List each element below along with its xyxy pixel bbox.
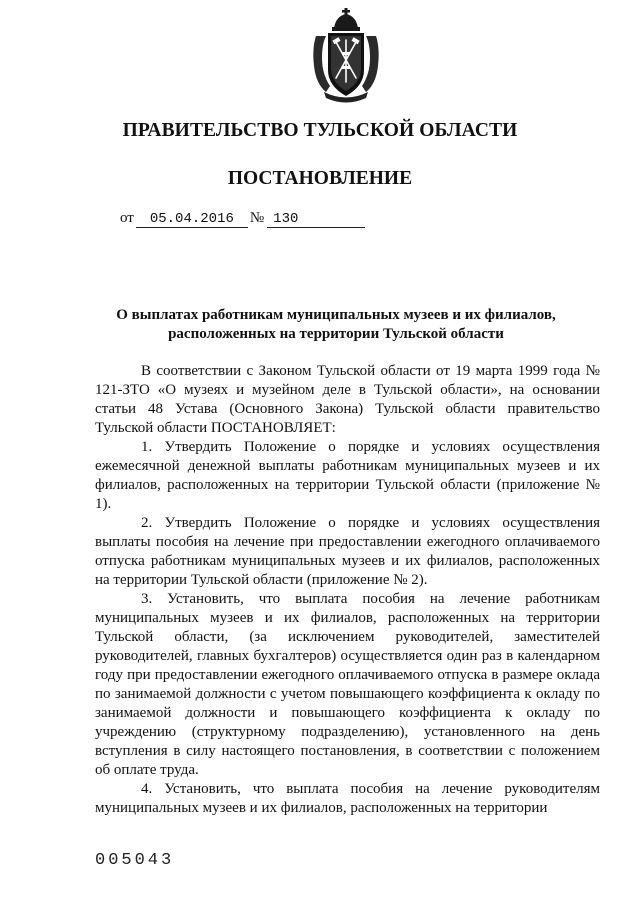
- document-body: [95, 362, 600, 818]
- date-prefix: от: [120, 210, 134, 226]
- document-meta: [120, 210, 365, 228]
- subject-line-2: расположенных на территории Тульской области: [168, 326, 504, 342]
- paragraph-preamble: В соответствии с Законом Тульской области от 19 марта 1999 года № 121-ЗТО «О музеях и музейном деле в Тульской области», на основании статьи 48 Устава (Основного Закона) Тульской области правительство Тульской области ПОСТАНОВЛЯЕТ:: [95, 363, 600, 436]
- subject-line-1: О выплатах работникам муниципальных музеев и их филиалов,: [116, 307, 556, 323]
- paragraph-item-3: 3. Установить, что выплата пособия на лечение работникам муниципальных музеев и их филиалов, расположенных на территории Тульской области, (за исключением руководителей, заместителей руководителей, главных бухгалтеров) осуществляется один раз в календарном году при предоставлении ежегодного оплачиваемого отпуска в размере оклада по занимаемой должности с учетом повышающего коэффициента к окладу по занимаемой должности и повышающего коэффициента к окладу по учреждению (структурному подразделению), установленного на день вступления в силу настоящего постановления, в соответствии с положением об оплате труда.: [95, 591, 600, 778]
- document-subject: [95, 306, 577, 344]
- paragraph-item-2: 2. Утвердить Положение о порядке и условиях осуществления выплаты пособия на лечение при предоставлении ежегодного оплачиваемого отпуска работникам муниципальных музеев и их филиалов, расположенных на территории Тульской области (приложение № 2).: [95, 515, 600, 588]
- document-type: ПОСТАНОВЛЕНИЕ: [227, 168, 413, 189]
- serial-number: 005043: [95, 851, 175, 870]
- government-title: ПРАВИТЕЛЬСТВО ТУЛЬСКОЙ ОБЛАСТИ: [122, 120, 518, 141]
- number-prefix: №: [249, 210, 265, 226]
- paragraph-item-4: 4. Установить, что выплата пособия на лечение руководителям муниципальных музеев и их филиалов, расположенных на территории: [95, 781, 600, 816]
- paragraph-item-1: 1. Утвердить Положение о порядке и условиях осуществления ежемесячной денежной выплаты работникам муниципальных музеев и их филиалов, расположенных на территории Тульской области (приложение № 1).: [95, 439, 600, 512]
- document-number: 130: [267, 212, 365, 228]
- document-date: 05.04.2016: [136, 212, 248, 228]
- coat-of-arms-icon: [296, 8, 396, 103]
